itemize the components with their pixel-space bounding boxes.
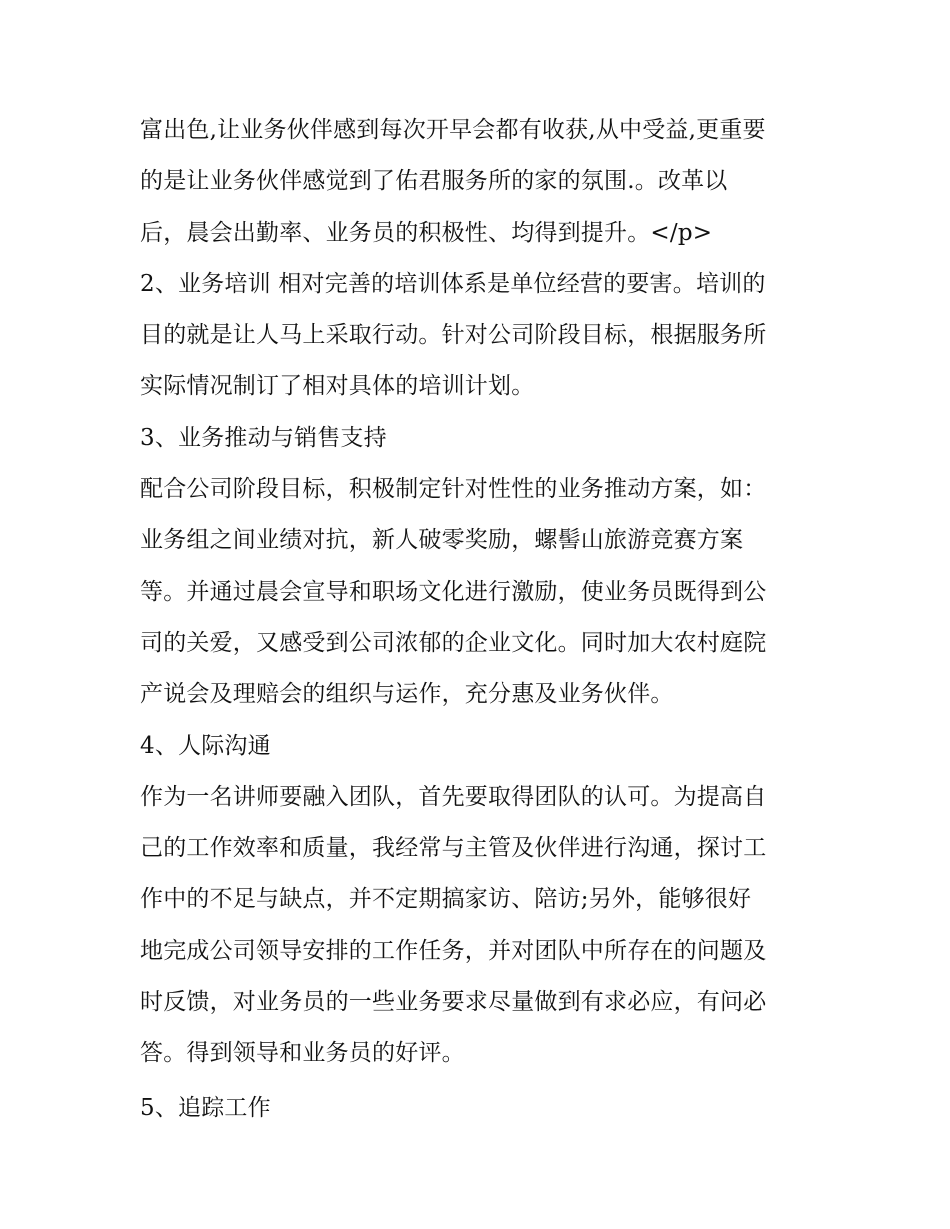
text-line-2: 的是让业务伙伴感觉到了佑君服务所的家的氛围.。改革以: [140, 168, 728, 195]
text-line-16: 作中的不足与缺点，并不定期搞家访、陪访;另外，能够很好: [140, 886, 752, 913]
text-line-19: 答。得到领导和业务员的好评。: [140, 1040, 465, 1067]
text-line-11: 司的关爱，又感受到公司浓郁的企业文化。同时加大农村庭院: [140, 629, 767, 656]
section-5-heading: 5、追踪工作: [140, 1094, 271, 1121]
text-line-3: 后，晨会出勤率、业务员的积极性、均得到提升。</p>: [140, 219, 713, 246]
section-3-heading: 3、业务推动与销售支持: [140, 424, 387, 451]
text-line-12: 产说会及理赔会的组织与运作，充分惠及业务伙伴。: [140, 681, 674, 708]
document-body: [140, 105, 820, 1134]
section-4-heading: 4、人际沟通: [140, 732, 271, 759]
text-line-6: 实际情况制订了相对具体的培训计划。: [140, 373, 535, 400]
text-line-1: 富出色,让业务伙伴感到每次开早会都有收获,从中受益,更重要: [140, 117, 766, 143]
text-line-17: 地完成公司领导安排的工作任务，并对团队中所存在的问题及: [140, 937, 767, 964]
text-line-15: 己的工作效率和质量，我经常与主管及伙伴进行沟通，探讨工: [140, 835, 767, 862]
text-line-9: 业务组之间业绩对抗，新人破零奖励，螺髻山旅游竞赛方案: [140, 527, 744, 554]
text-line-10: 等。并通过晨会宣导和职场文化进行激励，使业务员既得到公: [140, 578, 767, 605]
text-line-8: 配合公司阶段目标，积极制定针对性性的业务推动方案，如：: [140, 476, 767, 503]
text-line-5: 目的就是让人马上采取行动。针对公司阶段目标，根据服务所: [140, 322, 767, 349]
section-2-heading-line: 2、业务培训 相对完善的培训体系是单位经营的要害。培训的: [140, 270, 766, 297]
text-line-14: 作为一名讲师要融入团队，首先要取得团队的认可。为提高自: [140, 783, 767, 810]
text-line-18: 时反馈，对业务员的一些业务要求尽量做到有求必应，有问必: [140, 989, 767, 1016]
